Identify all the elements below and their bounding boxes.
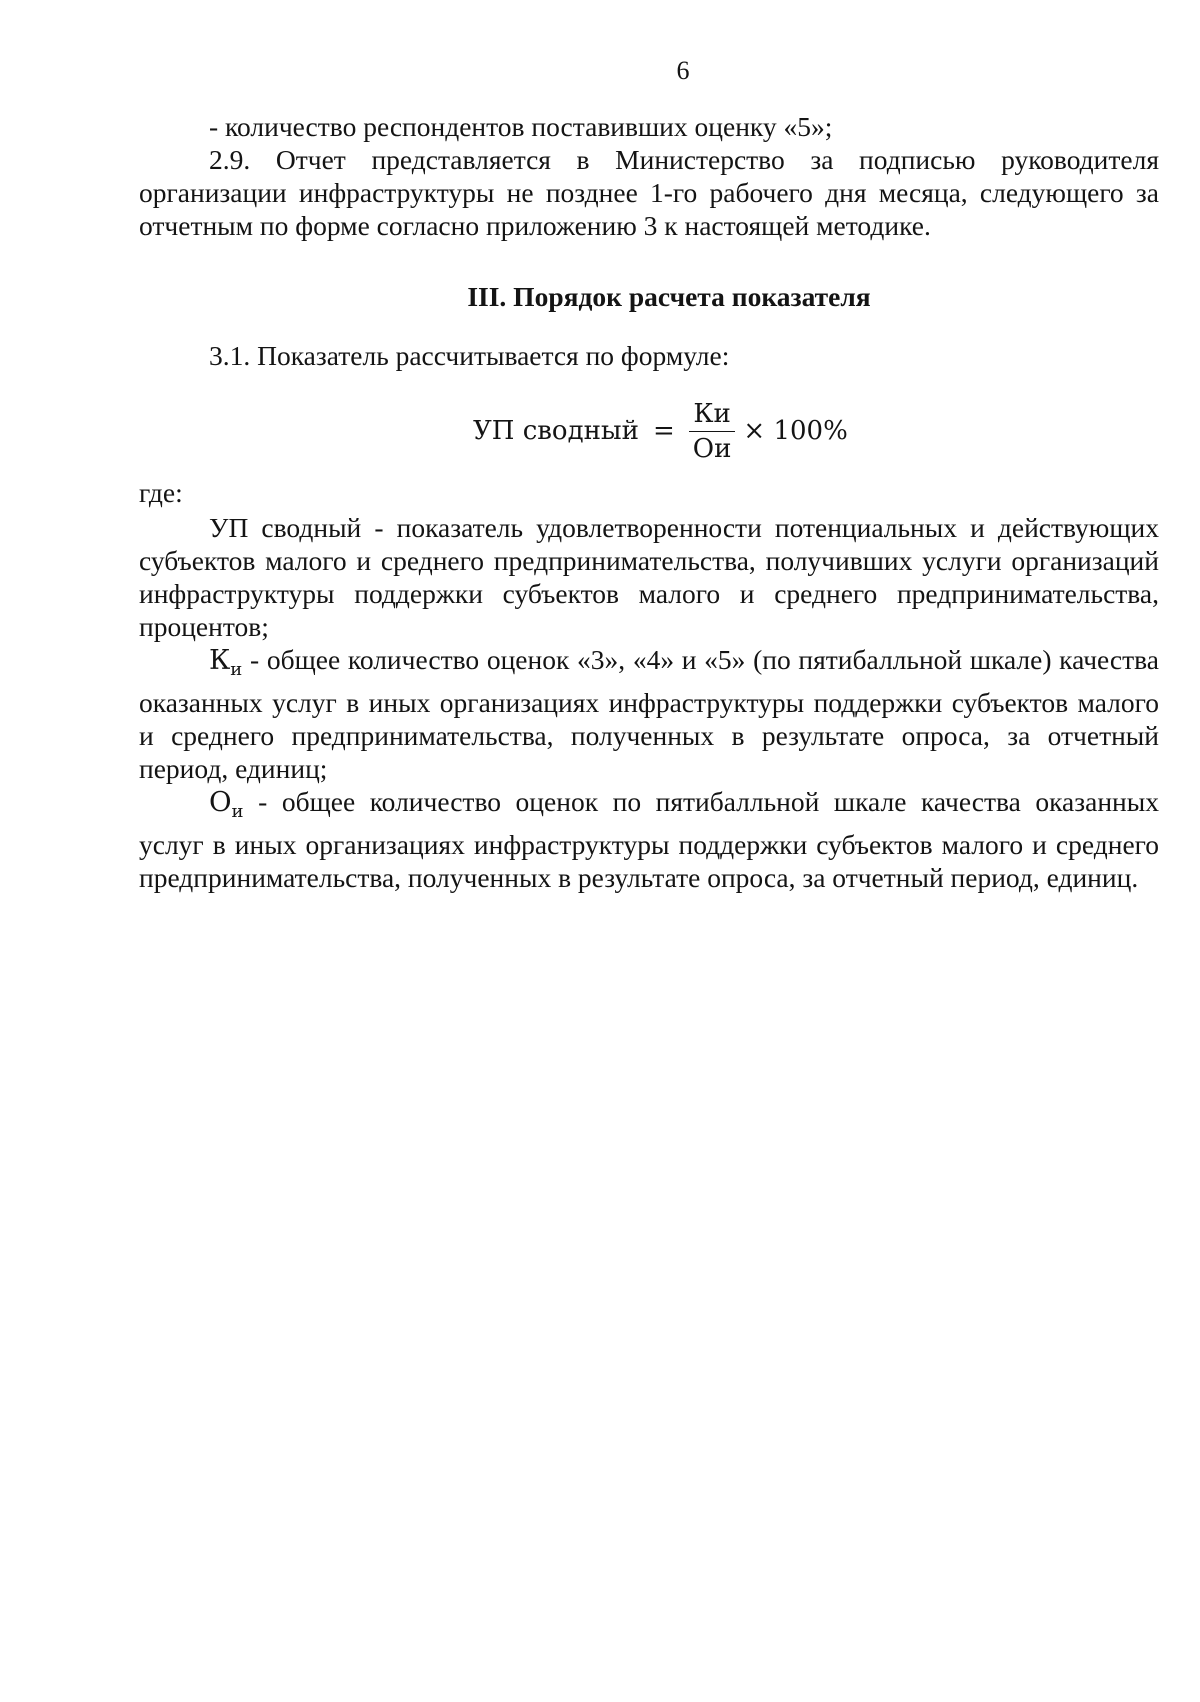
definition-symbol: О [209,786,232,818]
formula-equals: = [652,415,675,446]
definition-symbol-subscript: и [231,801,244,822]
definition-symbol: УП сводный [209,512,362,543]
definition-ki [139,643,1159,785]
definition-text: - общее количество оценок по пятибалльной шкале качества оказанных услуг в иных организациях инфраструктуры поддержки субъектов малого и среднего предпринимательства, полученных в результате опроса, за отчетный период, единиц. [139,786,1159,893]
paragraph-2-9: 2.9. Отчет представляется в Министерство за подписью руководителя организации инфраструктуры не позднее 1-го рабочего дня месяца, следующего за отчетным по форме согласно приложению 3 к настоящей методике. [139,144,1159,241]
respondents-line: - количество респондентов поставивших оценку «5»; [209,111,833,142]
section-heading: III. Порядок расчета показателя [467,281,871,312]
definition-up-svodny [139,511,1159,643]
formula-multiplier: × 100% [743,415,848,446]
definition-text: - общее количество оценок «3», «4» и «5» (по пятибалльной шкале) качества оказанных услуг в иных организациях инфраструктуры поддержки субъектов малого и среднего предпринимательства, полученных в результате опроса, за отчетный период, единиц; [139,644,1159,784]
page-content [139,110,1159,894]
formula-fraction [689,399,736,464]
formula [139,394,1159,468]
definition-symbol: К [209,644,231,676]
paragraph-3-1: 3.1. Показатель рассчитывается по формуле: [209,340,730,371]
definition-oi [139,785,1159,894]
formula-numerator: Ки [689,399,734,432]
formula-lhs: УП сводный [473,415,639,446]
definition-text: - показатель удовлетворенности потенциальных и действующих субъектов малого и среднего предпринимательства, получивших услуги организаций инфраструктуры поддержки субъектов малого и среднего предпринимательства, процентов; [139,512,1159,642]
page-number: 6 [676,56,690,85]
definition-symbol-subscript: и [230,659,243,680]
formula-denominator: Ои [692,433,732,464]
where-label: где: [139,477,183,508]
